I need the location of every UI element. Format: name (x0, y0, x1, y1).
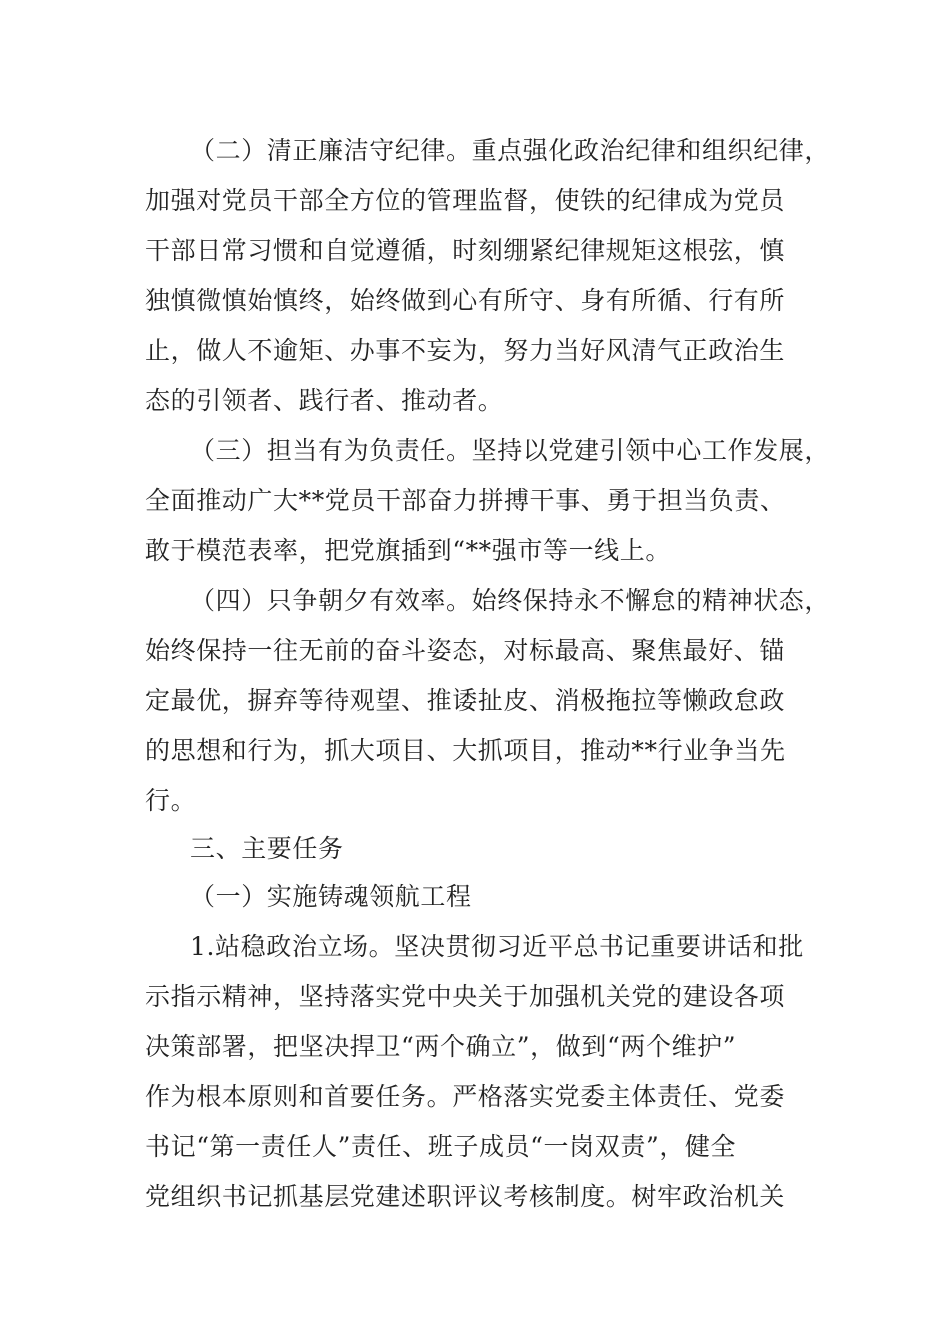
paragraph-line: 党组织书记抓基层党建述职评议考核制度。树牢政治机关 (145, 1182, 786, 1211)
paragraph-line: 示指示精神，坚持落实党中央关于加强机关党的建设各项 (145, 982, 786, 1011)
paragraph-line: 干部日常习惯和自觉遵循，时刻绷紧纪律规矩这根弦，慎 (145, 236, 786, 265)
section-heading: 三、主要任务 (190, 834, 344, 863)
paragraph-line: 书记“第一责任人”责任、班子成员“一岗双责”，健全 (145, 1132, 737, 1161)
paragraph-line: 决策部署，把坚决捍卫“两个确立”，做到“两个维护” (145, 1032, 737, 1061)
subsection-heading: （一）实施铸魂领航工程 (190, 882, 472, 911)
paragraph-line: 加强对党员干部全方位的管理监督，使铁的纪律成为党员 (145, 186, 786, 215)
paragraph-line: （三）担当有为负责任。坚持以党建引领中心工作发展， (190, 436, 831, 465)
paragraph-line: 1.站稳政治立场。坚决贯彻习近平总书记重要讲话和批 (190, 932, 804, 961)
paragraph-line: 独慎微慎始慎终，始终做到心有所守、身有所循、行有所 (145, 286, 786, 315)
paragraph-line: 全面推动广大**党员干部奋力拼搏干事、勇于担当负责、 (145, 486, 786, 515)
paragraph-line: 敢于模范表率，把党旗插到“**强市等一线上。 (145, 536, 671, 565)
paragraph-line: 定最优，摒弃等待观望、推诿扯皮、消极拖拉等懒政怠政 (145, 686, 786, 715)
paragraph-line: 作为根本原则和首要任务。严格落实党委主体责任、党委 (145, 1082, 786, 1111)
paragraph-line: 的思想和行为，抓大项目、大抓项目，推动**行业争当先 (145, 736, 786, 765)
paragraph-line: （四）只争朝夕有效率。始终保持永不懈怠的精神状态， (190, 586, 831, 615)
paragraph-line: 始终保持一往无前的奋斗姿态，对标最高、聚焦最好、锚 (145, 636, 786, 665)
paragraph-line: 止，做人不逾矩、办事不妄为，努力当好风清气正政治生 (145, 336, 786, 365)
paragraph-line: （二）清正廉洁守纪律。重点强化政治纪律和组织纪律， (190, 136, 831, 165)
paragraph-line: 态的引领者、践行者、推动者。 (145, 386, 504, 415)
paragraph-line: 行。 (145, 786, 197, 815)
